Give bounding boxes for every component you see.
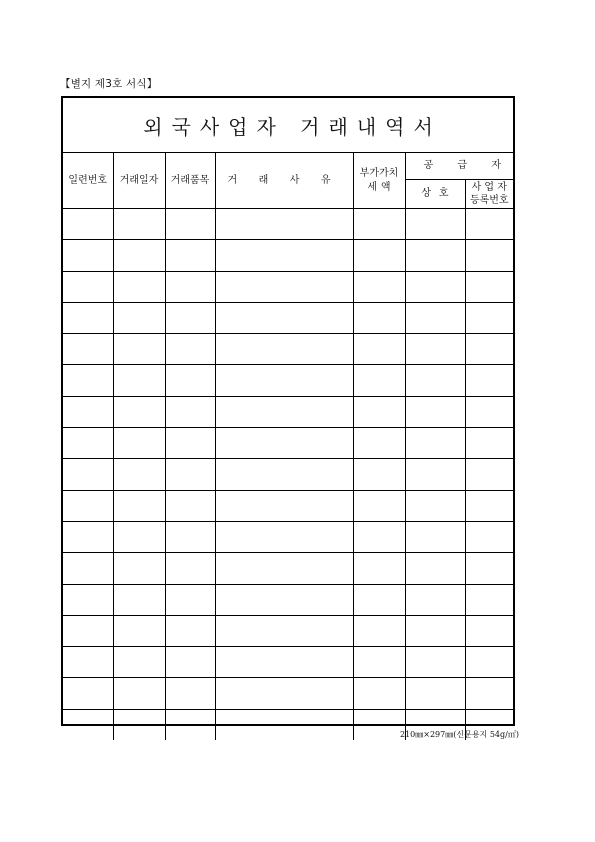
business-reg-no-cell[interactable] xyxy=(465,428,513,459)
header-trade-item: 거래품목 xyxy=(165,153,215,209)
trade-item-cell[interactable] xyxy=(165,584,215,615)
trade-reason-cell[interactable] xyxy=(215,459,353,490)
serial-no-cell[interactable] xyxy=(63,240,113,271)
trade-reason-cell[interactable] xyxy=(215,678,353,709)
header-business-reg-no xyxy=(465,180,513,209)
header-row xyxy=(63,153,513,180)
trade-date-cell[interactable] xyxy=(113,490,165,521)
serial-no-cell[interactable] xyxy=(63,334,113,365)
trade-item-cell[interactable] xyxy=(165,365,215,396)
trade-date-cell[interactable] xyxy=(113,678,165,709)
trade-item-cell[interactable] xyxy=(165,678,215,709)
table-row xyxy=(63,302,513,333)
header-supplier xyxy=(405,153,513,180)
trade-reason-cell[interactable] xyxy=(215,584,353,615)
trade-reason-cell[interactable] xyxy=(215,553,353,584)
header-trade-reason xyxy=(215,153,353,209)
trade-item-cell[interactable] xyxy=(165,240,215,271)
trade-date-cell[interactable] xyxy=(113,365,165,396)
form-label: 【별지 제3호 서식】 xyxy=(60,78,158,90)
vat-amount-cell[interactable] xyxy=(353,521,405,552)
document-title: 외국사업자 거래내역서 xyxy=(143,114,442,139)
serial-no-cell[interactable] xyxy=(63,271,113,302)
business-name-char: 호 xyxy=(438,188,449,200)
serial-no-cell[interactable] xyxy=(63,615,113,646)
form-frame xyxy=(61,96,515,726)
trade-date-cell[interactable] xyxy=(113,209,165,240)
vat-char: 액 xyxy=(380,181,391,193)
trade-item-cell[interactable] xyxy=(165,553,215,584)
serial-no-cell[interactable] xyxy=(63,365,113,396)
serial-no-cell[interactable] xyxy=(63,459,113,490)
trade-item-cell[interactable] xyxy=(165,521,215,552)
trade-reason-cell[interactable] xyxy=(215,302,353,333)
trade-reason-char: 사 xyxy=(289,174,300,186)
trade-date-cell[interactable] xyxy=(113,240,165,271)
business-reg-no-cell[interactable] xyxy=(465,553,513,584)
vat-amount-cell[interactable] xyxy=(353,709,405,740)
trade-date-cell[interactable] xyxy=(113,647,165,678)
trade-item-cell[interactable] xyxy=(165,647,215,678)
trade-reason-cell[interactable] xyxy=(215,647,353,678)
vat-amount-cell[interactable] xyxy=(353,647,405,678)
business-reg-no-cell[interactable] xyxy=(465,678,513,709)
vat-amount-cell[interactable] xyxy=(353,396,405,427)
table-row xyxy=(63,521,513,552)
vat-amount-cell[interactable] xyxy=(353,678,405,709)
table-row xyxy=(63,678,513,709)
supplier-char: 급 xyxy=(457,160,468,172)
business-reg-no-cell[interactable] xyxy=(465,240,513,271)
business-name-cell[interactable] xyxy=(405,584,465,615)
business-reg-no-cell[interactable] xyxy=(465,490,513,521)
vat-amount-cell[interactable] xyxy=(353,334,405,365)
serial-no-cell[interactable] xyxy=(63,209,113,240)
trade-item-cell[interactable] xyxy=(165,271,215,302)
trade-item-cell[interactable] xyxy=(165,302,215,333)
serial-no-cell[interactable] xyxy=(63,521,113,552)
trade-date-cell[interactable] xyxy=(113,553,165,584)
business-reg-no-cell[interactable] xyxy=(465,396,513,427)
vat-amount-cell[interactable] xyxy=(353,584,405,615)
business-name-cell[interactable] xyxy=(405,396,465,427)
trade-date-cell[interactable] xyxy=(113,615,165,646)
trade-item-cell[interactable] xyxy=(165,209,215,240)
table-row xyxy=(63,240,513,271)
serial-no-cell[interactable] xyxy=(63,709,113,740)
header-serial-no: 일련번호 xyxy=(63,153,113,209)
trade-reason-char: 유 xyxy=(320,174,331,186)
trade-reason-cell[interactable] xyxy=(215,334,353,365)
title-box xyxy=(63,98,513,153)
vat-amount-cell[interactable] xyxy=(353,209,405,240)
trade-reason-cell[interactable] xyxy=(215,428,353,459)
business-name-cell[interactable] xyxy=(405,271,465,302)
business-reg-no-cell[interactable] xyxy=(465,302,513,333)
table-row xyxy=(63,428,513,459)
table-row xyxy=(63,271,513,302)
trade-item-cell[interactable] xyxy=(165,428,215,459)
vat-amount-cell[interactable] xyxy=(353,428,405,459)
trade-reason-cell[interactable] xyxy=(215,240,353,271)
trade-item-cell[interactable] xyxy=(165,334,215,365)
trade-date-cell[interactable] xyxy=(113,334,165,365)
business-name-cell[interactable] xyxy=(405,553,465,584)
vat-amount-cell[interactable] xyxy=(353,302,405,333)
trade-reason-cell[interactable] xyxy=(215,709,353,740)
business-name-cell[interactable] xyxy=(405,647,465,678)
serial-no-cell[interactable] xyxy=(63,647,113,678)
business-reg-no-cell[interactable] xyxy=(465,459,513,490)
business-name-cell[interactable] xyxy=(405,678,465,709)
business-name-cell[interactable] xyxy=(405,365,465,396)
business-reg-no-cell[interactable] xyxy=(465,647,513,678)
vat-amount-cell[interactable] xyxy=(353,615,405,646)
serial-no-cell[interactable] xyxy=(63,396,113,427)
trade-reason-cell[interactable] xyxy=(215,271,353,302)
trade-item-cell[interactable] xyxy=(165,459,215,490)
table-row xyxy=(63,584,513,615)
business-reg-line-1: 사 업 자 xyxy=(471,181,507,193)
trade-reason-cell[interactable] xyxy=(215,521,353,552)
business-name-cell[interactable] xyxy=(405,240,465,271)
trade-reason-cell[interactable] xyxy=(215,396,353,427)
serial-no-cell[interactable] xyxy=(63,678,113,709)
trade-date-cell[interactable] xyxy=(113,709,165,740)
trade-date-cell[interactable] xyxy=(113,459,165,490)
vat-amount-cell[interactable] xyxy=(353,271,405,302)
business-reg-no-cell[interactable] xyxy=(465,365,513,396)
business-name-cell[interactable] xyxy=(405,521,465,552)
trade-date-cell[interactable] xyxy=(113,271,165,302)
business-reg-no-cell[interactable] xyxy=(465,521,513,552)
trade-date-cell[interactable] xyxy=(113,396,165,427)
trade-date-cell[interactable] xyxy=(113,302,165,333)
business-reg-no-cell[interactable] xyxy=(465,209,513,240)
business-name-char: 상 xyxy=(421,188,432,200)
header-business-name xyxy=(405,180,465,209)
table-row xyxy=(63,647,513,678)
table-row xyxy=(63,615,513,646)
serial-no-cell[interactable] xyxy=(63,302,113,333)
paper-spec-footnote: 210㎜×297㎜(신문용지 54g/㎡) xyxy=(400,730,519,739)
vat-amount-cell[interactable] xyxy=(353,553,405,584)
table-row xyxy=(63,396,513,427)
business-name-cell[interactable] xyxy=(405,334,465,365)
vat-line-1: 부가가치 xyxy=(359,168,399,179)
transaction-table xyxy=(63,153,513,740)
table-row xyxy=(63,209,513,240)
business-name-cell[interactable] xyxy=(405,302,465,333)
vat-amount-cell[interactable] xyxy=(353,240,405,271)
table-row xyxy=(63,553,513,584)
business-reg-no-cell[interactable] xyxy=(465,615,513,646)
table-row xyxy=(63,490,513,521)
trade-date-cell[interactable] xyxy=(113,428,165,459)
vat-amount-cell[interactable] xyxy=(353,459,405,490)
serial-no-cell[interactable] xyxy=(63,553,113,584)
business-reg-line-2: 등록번호 xyxy=(469,195,509,206)
business-reg-no-cell[interactable] xyxy=(465,584,513,615)
table-row xyxy=(63,459,513,490)
trade-date-cell[interactable] xyxy=(113,521,165,552)
trade-item-cell[interactable] xyxy=(165,490,215,521)
table-body xyxy=(63,209,513,741)
header-vat-amount xyxy=(353,153,405,209)
trade-item-cell[interactable] xyxy=(165,396,215,427)
trade-reason-cell[interactable] xyxy=(215,615,353,646)
vat-char: 세 xyxy=(367,181,378,193)
supplier-char: 자 xyxy=(491,160,502,172)
table-row xyxy=(63,334,513,365)
trade-date-cell[interactable] xyxy=(113,584,165,615)
table-row xyxy=(63,365,513,396)
serial-no-cell[interactable] xyxy=(63,428,113,459)
business-name-cell[interactable] xyxy=(405,615,465,646)
business-name-cell[interactable] xyxy=(405,428,465,459)
header-trade-date: 거래일자 xyxy=(113,153,165,209)
serial-no-cell[interactable] xyxy=(63,584,113,615)
vat-amount-cell[interactable] xyxy=(353,365,405,396)
business-name-cell[interactable] xyxy=(405,209,465,240)
business-reg-no-cell[interactable] xyxy=(465,271,513,302)
vat-amount-cell[interactable] xyxy=(353,490,405,521)
supplier-char: 공 xyxy=(423,160,434,172)
trade-item-cell[interactable] xyxy=(165,615,215,646)
trade-reason-char: 거 xyxy=(227,174,238,186)
trade-reason-cell[interactable] xyxy=(215,365,353,396)
serial-no-cell[interactable] xyxy=(63,490,113,521)
business-name-cell[interactable] xyxy=(405,490,465,521)
business-reg-no-cell[interactable] xyxy=(465,334,513,365)
trade-reason-char: 래 xyxy=(258,174,269,186)
trade-item-cell[interactable] xyxy=(165,709,215,740)
business-name-cell[interactable] xyxy=(405,459,465,490)
trade-reason-cell[interactable] xyxy=(215,490,353,521)
trade-reason-cell[interactable] xyxy=(215,209,353,240)
